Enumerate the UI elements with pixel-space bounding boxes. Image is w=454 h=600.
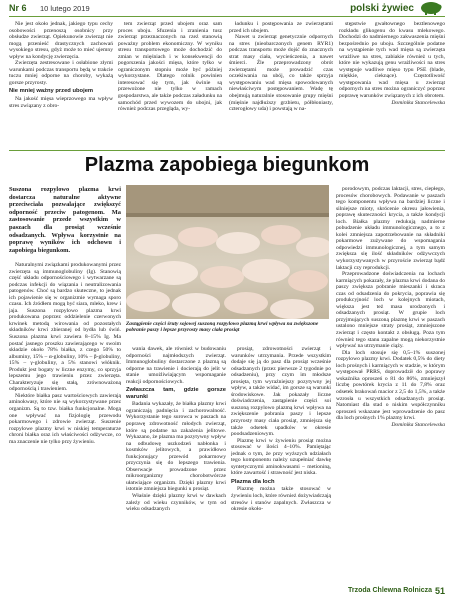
article-lead: Suszona rozpylowo plazma krwi dostarcza naturalne aktywne przeciwciała pozwalające zwiększyć odporność przeciw patogenom. Ma zastosowanie przede wszystkim w paszach dla prosiąt wcześnie odsadzanych. Wpływa korzystnie na poprawę wyników ich odchowu i zapobiega biegunkom. [9, 186, 121, 254]
issue-number: Nr 6 [9, 3, 27, 13]
paragraph: Naturalnymi związkami produkowanymi przez zwierzęta są immunoglobuliny (Ig). Stanowią część układu odpornościowego i wytwarzane są podczas infekcji do wiązania i neutralizowania patogenów. Choć są bardzo skuteczne, to jednak ich pojawienie się w organizmie wymaga sporo czasu. Ich źródłem mogą być siara, mleko, krew i jaja. Suszona rozpylowo plazma krwi produkowana poprzez oddzielenie czerwonych krwinek metodą wirowania od pozostałych składników krwi zbieranej od bydła lub świń. Suszona plazma krwi zawiera 8–15% Ig. Ma postać jasnego proszku zawierającego w swoim składzie około 78% białka, z czego 50% to albuminy, 15% – α-globuliny, 10% – β-globuliny, 15% – γ-globuliny, a 5% stanowi włóknik. Produkt jest bogaty w liczne enzymy, co sprzyja lepszemu jego trawieniu przez zwierzęta. Charakteryzuje się stałą, zrównoważoną odpornością i trawieniem. [9, 262, 121, 393]
body-column-1 [9, 262, 121, 580]
paragraph: ładunku i postępowania ze zwierzętami przed ich ubojem. [229, 21, 333, 34]
page-footer [0, 584, 454, 600]
paragraph: porodowym, podczas laktacji, stres, ciepłego, procesów chorobowych. Podawanie w paszach tego komponentu wpływa na bardziej liczne i silniejsze mioty, skrócenie okresu jałowienia, poprawę skuteczności krycia, a także kondycji loch. Białka plazmy redukują nadmierne pobudzenie układu immunologicznego, a to z kolei zmniejsza zapotrzebowanie na składniki pokarmowe zużywane do wspomagania odpowiedzi immunologicznej, a tym samym zwiększa się ilość składników odżywczych wykorzystywanych w przyroście zwierząt bądź laktacji czy reprodukcji. [336, 186, 445, 271]
body-column-3 [231, 346, 331, 580]
photo-caption: Zastągienie części śruty sojowej suszoną rozpylowo plazmą krwi wpływa na zwiększone pobranie paszy i lepsze przyrosty masy ciała prosiąt [126, 321, 319, 334]
section-heading: Zwłaszcza tam, gdzie gorsze warunki [126, 387, 226, 400]
paragraph: Przeprowadzone doświadczenia na lochach karmiących pokazały, że plazma krwi dodana do paszy zwiększa pobranie mieszanki i skraca czas od odsadzenia do pokrycia, poprawia się produkcyjność loch w kolejnych miotach, większa jest też masa urodzonych i odsadzanych prosiąt. W grupie loch przyjmujących suszoną plazmę krwi w paszach ustalono mniejsze straty prosiąt, zmniejszone zwierząt i często kontakt z obsługą. Poza tym również tego stanu zapalne mogą niekorzystnie wpływać na utrzymanie ciąży. [336, 271, 445, 350]
top-column-1 [9, 21, 113, 149]
top-column-4 [339, 21, 445, 149]
paragraph: Niektóre białka pasz wartościowych zawierają aminokwasy, które nie są wykorzystywane przez organizm. Są to tzw. białka funkcjonalne. Mogą one wpływać na fizjologię przewodu pokarmowego i zdrowie zwierząt. Suszenie rozpylowe plazmy krwi w niskiej temperaturze chroni białka oraz ich właściwości odżywcze, co ma znaczenie nie tylko przy żywieniu. [9, 392, 121, 445]
article-title: Plazma zapobiega biegunkom [84, 154, 370, 176]
section-divider [9, 150, 445, 151]
pig-logo-icon [418, 0, 444, 15]
paragraph: tem zwierząt przed ubojem oraz sam proces uboju. Sfuzenia i zranienia tusz zwierząt przeznaczonych na rzeź stanowią poważny problem ekonomiczny. W wyniku stresu transportowego może dochodzić do zmian w mięśniach i w konsekwencji do pogorszenia jakości mięsa, które tylko w ograniczonym stopniu może być później wykorzystane. Dlatego rolnik powinien interesować się tym, jak świnie są przewożone nie tylko w ramach gospodarstwa, ale także podczas załadunku na samochód przed wywozem do ubojni, jak również podczas przegląda, wy- [118, 21, 222, 113]
paragraph: Plazmę można także stosować w żywieniu loch, które również dożywiadczają stresów i stanów zapalnych. Zwłaszcza w okresie około- [231, 486, 331, 513]
author-signature: Dominika Stancelewska [391, 421, 445, 428]
paragraph: Dla loch stosuje się 0,5–1% suszonej rozpylowo plazmy krwi. Dodatek 0,5% do diety loch prośnych i karmiących w stadzie, w którym występował PRRS, doprowadził do poprawy wskaźnika oproszeń o 81 do 86%, zmniejszył liczbę powtórek krycia z 11 do 7,8% oraz odsetek brakowań macior z 2,5 do 1,5%, a także wzrosła u wszystkich odsadzanych prosiąt. Natomiast dla stad o niskim współczynniku oproszeń wskazane jest wprowadzenie do pasz dla loch prośnych 1% plazmy krwi. [336, 349, 445, 422]
page-header [0, 0, 454, 20]
body-column-4 [336, 186, 445, 580]
issue-date: 10 lutego 2019 [40, 4, 90, 13]
paragraph: Zwierzęta zestresowane i osłabione złymi warunkami podczas transportu będą w trakcie tuczu mniej odporne na choroby, wykażą gorsze przyrosty. [9, 60, 113, 86]
piglets-photo-illustration [126, 185, 329, 319]
magazine-brand: polski żywiec [350, 3, 414, 14]
paragraph: Plazmę krwi w żywieniu prosiąt można stosować w ilości 4–10%. Pamiętając jednak o tym, że przy wyższych udziałach tego komponentu należy uzupełniać dawkę syntetycznymi aminokwasami – metioniną, które zawartość i strawność jest niska. [231, 437, 331, 477]
paragraph: Właśnie dzięki plazmy krwi w dawkach zależy od wieku czynników, w tym od wieku odsadzanych [126, 493, 226, 513]
header-rule [9, 16, 445, 17]
top-column-2 [118, 21, 222, 149]
section-heading: Plazma dla loch [231, 478, 275, 485]
footer-brand: Trzoda Chlewna Rolnicza [347, 587, 432, 594]
article-photo [126, 185, 329, 319]
paragraph: Nie jest około jednak, jakiego typu cechy osobowości przenoszą osobnicy przy obsłudze zwierząt. Opiekunowie zwierząt nie mogą przenieść drastycznych zachowań wysokiego stresu, gdyż może to mieć ujemny wpływ na kondycję zwierzęcia. [9, 21, 113, 60]
body-column-2 [126, 346, 226, 580]
top-column-3 [229, 21, 333, 149]
paragraph: Na jakość mięsa wieprzowego ma wpływ stres związany z obro- [9, 96, 113, 109]
paragraph: stępstwie gwałtownego beztlenowego rozkładu glikogenu do kwasu mlekowego. Dochodzi do nadmiernego zakwaszenia mięśni bezpośrednio po uboju. Szczególnie podatne na wystąpienie tych wad mięsa są zwierzęta wrażliwe na stres, zabiakie również u tych, które nie wykazują genu wrażliwości na stres występuje wadliwe mięso typu PSE (blade, miękkie, cieknące). Częstotliwość występowania wad mięsa u zwierząt odpornych na stres można ograniczyć poprzez poprawę warunków związanych z ich obrotem. [339, 21, 445, 100]
author-signature: Dominika Stancelewska [391, 99, 445, 106]
page-number: 51 [434, 586, 445, 596]
paragraph: Badania wykazały, że białka plazmy krwi ograniczają padnięcia i zachorowalność. Wykorzystanie tego surowca w paszach na poprawę zdrowotność młodych zwierząt, które są podatne na zakażenia jelitowe. Wykazano, że plazma ma pozytywny wpływ na odbudowę uszkodzeń nabłonka i kosmków jelitowych, a prawidłowo funkcjonujący przewód pokarmowy przyczynia się do lepszego trawienia. Obserwacje prowadzone przez mikroorganizmy chorobotwórcze ułatwiające organizm. Dzięki plazmy krwi istotnie zmniejsza biegunki u prosiąt. [126, 401, 226, 493]
paragraph: prosiąt, zdrowotności zwierząt i warunków utrzymania. Przede wszystkim dodaje się ją do pasz dla prosiąt wcześnie odsadzanych (przez pierwsze 2 tygodnie po odsadzeniu), przy czym im młodsze prosięta, tym wyraźniejszy pozytywny jej wpływ, a także widać, im gorsze są warunki środowiskowe. Jak pokazały liczne doświadczenia, zastąpienie części soi suszoną rozpylowo plazmą krwi wpływa na zwiększenie pobrania paszy i lepsze przyrosty masy ciała prosiąt, zmniejsza się także odsetek upadków w okresie poodsadzeniowym. [231, 346, 331, 438]
section-heading: Nie mniej ważny przed ubojem [9, 88, 94, 95]
paragraph: Nawet u zwierząt genetycznie odpornych na stres (nieobarczonych genem RYR1) podczas transportu może dojść do znacznych strat masy ciała, wycieńczenia, a nawet śmierci. Źle przeprowadzony obrót zwierzętami może prowadzić czas oczekiwania na ubój, co także sprzyja występowaniu wad mięsa spowodowanych niewłaściwym postępowaniem. Wadę tę obejmują naturalnie stosowanie grupy mięśni (mięśnie najdłuższy grzbietu, półbłoniasty, czterogłowy uda) i powstają w na- [229, 34, 333, 113]
paragraph: wania dawek, ale również w budowaniu odporności najmłodszych zwierząt. Immunoglobuliny dostarczone z plazmą są odporne na trawienie i docierają do jelit w stanie umożliwiającym wspomaganie reakcji odpornościowych. [126, 346, 226, 385]
